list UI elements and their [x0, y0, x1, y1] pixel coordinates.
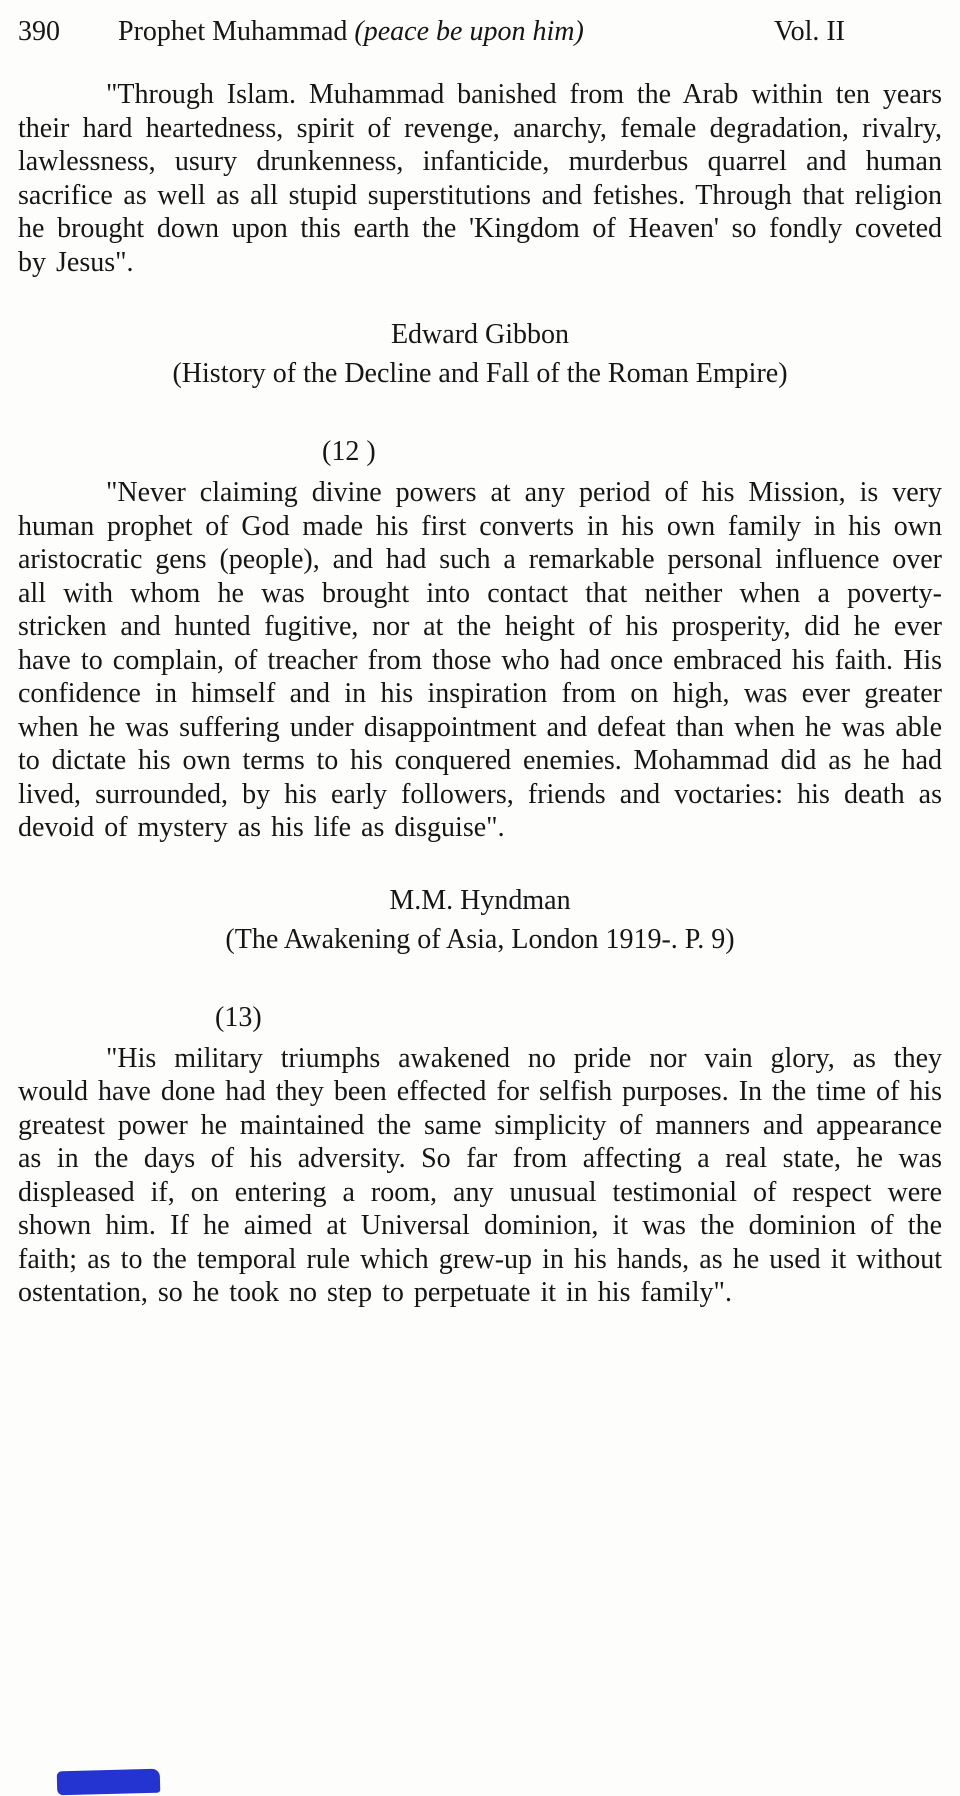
blue-ink-mark: [57, 1769, 161, 1796]
attribution-1-name: Edward Gibbon: [390, 319, 570, 350]
quote-paragraph-1: "Through Islam. Muhammad banished from the Arab within ten years their hard heartedness, spirit of revenge, anarchy, female degradation, rivalry, lawlessness, usury drunkenness, infanticide, murderbus quarrel and human sacrifice as well as all stupid superstitutions and fetishes. Through that religion he brought down upon this earth the 'Kingdom of Heaven' so fondly coveted by Jesus".: [18, 79, 942, 278]
quote-number-13: (13): [215, 1001, 262, 1033]
attribution-2-source: (The Awakening of Asia, London 1919-. P. 9): [225, 923, 735, 955]
attribution-1: [0, 315, 960, 393]
running-title-main: Prophet Muhammad: [118, 16, 355, 47]
running-title-italic: (peace be upon him): [354, 16, 584, 47]
running-title: [118, 16, 774, 48]
volume-label: Vol. II: [773, 16, 845, 47]
attribution-2: [0, 881, 960, 959]
quote-paragraph-2: "Never claiming divine powers at any period of his Mission, is very human prophet of God made his first converts in his own family in his own aristocratic gens (people), and had such a remarkable personal influence over all with whom he was brought into contact that neither when a poverty-stricken and hunted fugitive, nor at the height of his prosperity, did he ever have to complain, of treacher from those who had once embraced his faith. His confidence in himself and in his inspiration from on high, was ever greater when he was suffering under disappointment and defeat than when he was able to dictate his own terms to his conquered enemies. Mohammad did as he had lived, surrounded, by his early followers, friends and voctaries: his death as devoid of mystery as his life as disguise".: [18, 477, 942, 843]
attribution-2-name: M.M. Hyndman: [389, 884, 571, 916]
attribution-1-source: (History of the Decline and Fall of the Roman Empire): [172, 358, 788, 389]
page-number: 390: [18, 16, 60, 47]
quote-number-12: (12 ): [322, 436, 376, 467]
page-header: [0, 0, 960, 48]
quote-paragraph-3: "His military triumphs awakened no pride nor vain glory, as they would have done had they been effected for selfish purposes. In the time of his greatest power he maintained the same simplicity of manners and appearance as in the days of his adversity. So far from affecting a real state, he was displeased if, on entering a room, any unusual testimonial of respect were shown him. If he aimed at Universal dominion, it was the dominion of the faith; as to the temporal rule which grew-up in his hands, as he used it without ostentation, so he took no step to perpetuate it in his family".: [18, 1042, 942, 1308]
